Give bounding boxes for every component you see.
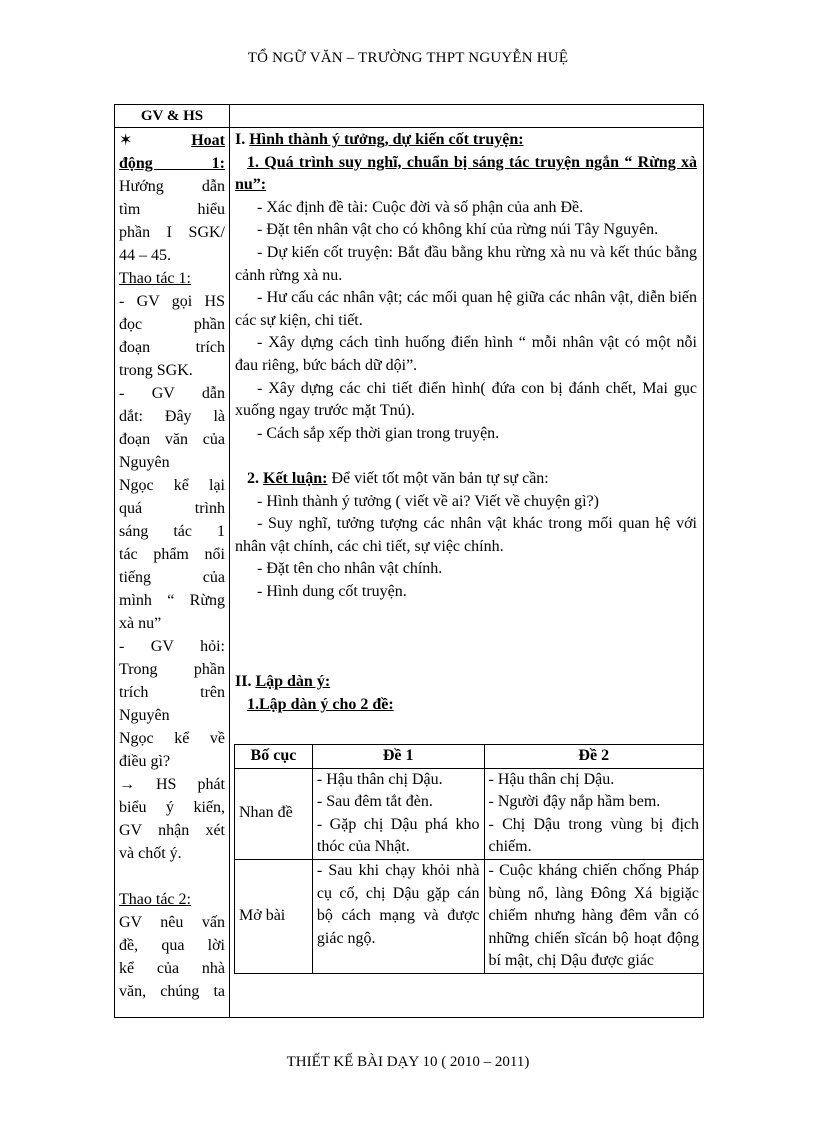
left-line: Ngọc kể lại bbox=[119, 477, 225, 494]
left-line: văn, chúng ta bbox=[119, 983, 225, 1000]
section-2-heading: II. Lập dàn ý: bbox=[235, 673, 331, 691]
outline-table bbox=[234, 744, 704, 974]
outline-header-row bbox=[235, 745, 704, 769]
page-footer: THIẾT KẾ BÀI DẠY 10 ( 2010 – 2011) bbox=[286, 1054, 530, 1070]
content-item: - Xây dựng cách tình huống điển hình “ mỗi nhân vật có một nỗi đau riêng, bức bách dữ dội”. bbox=[235, 334, 697, 374]
star-icon: ✶ bbox=[119, 132, 133, 149]
left-line: đề, qua lời bbox=[119, 937, 225, 954]
left-line: GV nhận xét bbox=[119, 822, 225, 839]
left-line: kể của nhà bbox=[119, 960, 225, 977]
left-line: đoạn văn của bbox=[119, 431, 225, 448]
activity-1-title: ✶ Hoat bbox=[119, 132, 225, 149]
content-item: - Dự kiến cốt truyện: Bắt đầu bằng khu rừng xà nu và kết thúc bằng cảnh rừng xà nu. bbox=[235, 243, 697, 284]
conclusion-heading: 2. Kết luận: Để viết tốt một văn bản tự sự cần: bbox=[247, 469, 549, 487]
gv-hs-header: GV & HS bbox=[140, 108, 204, 124]
teacher-student-column bbox=[119, 129, 225, 1003]
left-line: - GV hỏi: bbox=[119, 638, 225, 655]
lesson-table bbox=[114, 104, 704, 1018]
left-line: sáng tác 1 bbox=[119, 523, 225, 540]
de-1-cell: - Hậu thân chị Dậu. - Sau đêm tắt đèn. - Gặp chị Dậu phá kho thóc của Nhật. bbox=[312, 768, 484, 859]
header-de-1: Đề 1 bbox=[312, 745, 484, 769]
left-line: biểu ý kiến, bbox=[119, 799, 225, 816]
content-item: - Hình dung cốt truyện. bbox=[257, 582, 407, 600]
spacer bbox=[235, 603, 697, 671]
content-item: - Đặt tên nhân vật cho có không khí của rừng núi Tây Nguyên. bbox=[257, 221, 659, 239]
de-2-cell: - Cuộc kháng chiến chống Pháp bùng nổ, làng Đông Xá bịgiặc chiếm nhưng hàng đêm vẫn có những chiến sĩcán bộ hoạt động bí mật, chị Dậu được giác bbox=[484, 859, 704, 973]
left-line: - GV dẫn bbox=[119, 385, 225, 402]
left-line: đọc phần bbox=[119, 316, 225, 333]
left-line: xà nu” bbox=[119, 615, 162, 632]
left-line: tác phẩm nổi bbox=[119, 546, 225, 563]
subsection-1-heading: 1. Quá trình suy nghĩ, chuẩn bị sáng tác truyện ngắn “ Rừng xà nu”: bbox=[235, 153, 697, 194]
left-line: tiếng của bbox=[119, 569, 225, 586]
left-line: đoạn trích bbox=[119, 339, 225, 356]
table-row bbox=[235, 859, 704, 973]
spacer bbox=[235, 445, 697, 468]
column-divider bbox=[229, 105, 230, 1017]
subsection-3-heading: 1.Lập dàn ý cho 2 đề: bbox=[247, 695, 394, 713]
row-label-mo-bai: Mở bài bbox=[235, 859, 313, 973]
left-line: GV nêu vấn bbox=[119, 914, 225, 931]
header-de-2: Đề 2 bbox=[484, 745, 704, 769]
page-header: TỔ NGỮ VĂN – TRƯỜNG THPT NGUYỄN HUỆ bbox=[247, 50, 569, 66]
left-line: Hướng dẫn bbox=[119, 178, 225, 195]
left-line: Ngọc kể về bbox=[119, 730, 225, 747]
activity-1-number: động 1: bbox=[119, 155, 225, 172]
left-line: - GV gọi HS bbox=[119, 293, 225, 310]
left-line: Trong phần bbox=[119, 661, 225, 678]
left-spacer bbox=[119, 865, 225, 888]
left-line: → HS phát bbox=[119, 776, 225, 793]
table-row bbox=[235, 768, 704, 859]
de-2-cell: - Hậu thân chị Dậu. - Người đậy nắp hầm bem. - Chị Dậu trong vùng bị địch chiếm. bbox=[484, 768, 704, 859]
left-line: tìm hiểu bbox=[119, 201, 225, 218]
content-column bbox=[235, 129, 697, 716]
content-item: - Đặt tên cho nhân vật chính. bbox=[257, 560, 443, 578]
left-line: phần I SGK/ bbox=[119, 224, 225, 241]
header-bo-cuc: Bố cục bbox=[235, 745, 313, 769]
left-line: quá trình bbox=[119, 500, 225, 517]
content-item: - Suy nghĩ, tưởng tượng các nhân vật khác trong mối quan hệ với nhân vật chính, các chi tiết, sự việc chính. bbox=[235, 515, 697, 555]
content-item: - Xây dựng các chi tiết điển hình( đứa con bị đánh chết, Mai gục xuống ngay trước mặt Tnú). bbox=[235, 379, 697, 420]
left-line: điều gì? bbox=[119, 753, 171, 770]
section-1-heading: I. Hình thành ý tưởng, dự kiến cốt truyện: bbox=[235, 131, 524, 148]
content-item: - Hình thành ý tưởng ( viết về ai? Viết về chuyện gì?) bbox=[257, 492, 599, 510]
left-line: trong SGK. bbox=[119, 362, 193, 379]
content-item: - Hư cấu các nhân vật; các mối quan hệ giữa các nhân vật, diễn biến các sự kiện, chi tiết. bbox=[235, 289, 697, 329]
content-item: - Cách sắp xếp thời gian trong truyện. bbox=[257, 424, 500, 442]
row-label-nhan-de: Nhan đề bbox=[235, 768, 313, 859]
left-line: Nguyên bbox=[119, 707, 170, 724]
left-line: Nguyên bbox=[119, 454, 170, 471]
step-2-label: Thao tác 2: bbox=[119, 891, 191, 908]
content-item: - Xác định đề tài: Cuộc đời và số phận của anh Đề. bbox=[257, 198, 584, 216]
left-line: trích trên bbox=[119, 684, 225, 701]
step-1-label: Thao tác 1: bbox=[119, 270, 191, 287]
left-line: 44 – 45. bbox=[119, 247, 171, 264]
left-line: mình “ Rừng bbox=[119, 592, 225, 609]
left-line: dắt: Đây là bbox=[119, 408, 225, 425]
header-divider bbox=[115, 127, 703, 128]
left-line: và chốt ý. bbox=[119, 845, 182, 862]
de-1-cell: - Sau khi chạy khỏi nhà cụ cố, chị Dậu gặp cán bộ cách mạng và được giác ngộ. bbox=[312, 859, 484, 973]
